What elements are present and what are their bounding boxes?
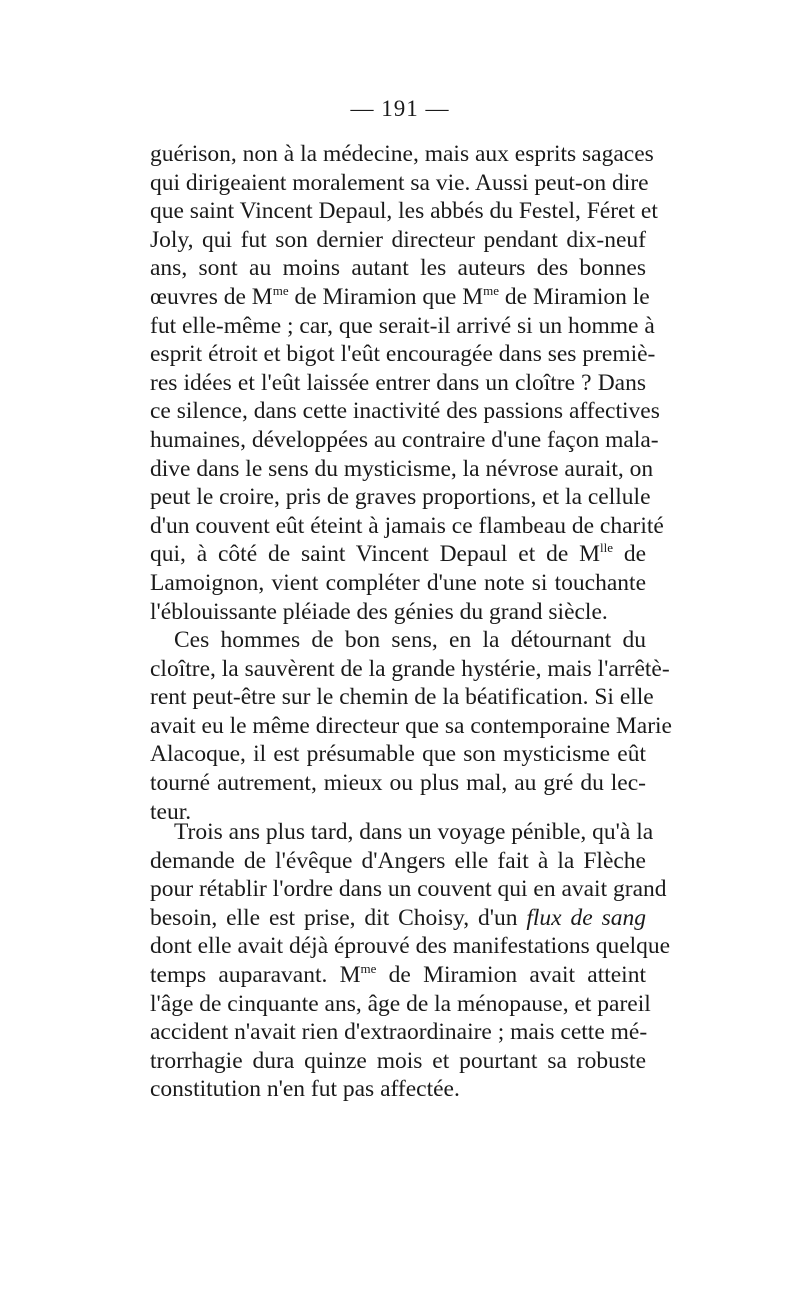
text-line: l'éblouissante pléiade des génies du grand siècle. [150,598,608,625]
text-line: que saint Vincent Depaul, les abbés du Festel, Féret et [150,198,658,225]
text-line: d'un couvent eût éteint à jamais ce flambeau de charité [150,512,664,539]
superscript: lle [599,540,613,556]
text-line: avait eu le même directeur que sa contemporaine Marie [150,712,672,739]
paragraph [150,626,672,826]
superscript: me [272,282,289,298]
text-line: dive dans le sens du mysticisme, la névrose aurait, on [150,455,654,482]
text-line [150,282,650,312]
text-line: trorrhagie dura quinze mois et pourtant sa robuste [150,1047,646,1074]
text-run: qui, à côté de saint Vincent Depaul et de M [150,541,600,568]
paragraph [150,818,671,1104]
text-line: Lamoignon, vient compléter d'une note si touchante [150,569,646,596]
text-line: pour rétablir l'ordre dans un couvent qui en avait grand [150,876,667,903]
text-line: ce silence, dans cette inactivité des passions affectives [150,398,660,425]
text-run: besoin, elle est prise, dit Choisy, d'un [150,904,527,931]
text-run: de Miramion le [498,283,650,310]
text-line: Ces hommes de bon sens, en la détournant du [174,627,646,654]
superscript: me [483,282,499,298]
text-line: rent peut-être sur le chemin de la béatification. Si elle [150,684,654,711]
italic-phrase: flux de sang [526,904,646,931]
text-line: teur. [150,798,192,825]
paragraph [150,140,664,626]
text-line: Joly, qui fut son dernier directeur pendant dix-neuf [150,226,646,253]
text-line: constitution n'en fut pas affectée. [150,1076,460,1103]
text-run: de [612,541,646,568]
text-line: Alacoque, il est présumable que son mysticisme eût [150,741,646,768]
text-line: Trois ans plus tard, dans un voyage pénible, qu'à la [174,819,654,845]
text-line: res idées et l'eût laissée entrer dans un cloître ? Dans [150,369,646,396]
text-line: ans, sont au moins autant les auteurs des bonnes [150,255,646,282]
text-line: qui dirigeaient moralement sa vie. Aussi peut-on dire [150,169,649,196]
text-line: fut elle-même ; car, que serait-il arrivé si un homme à [150,312,655,339]
text-block-secondary [150,818,671,1104]
text-line: peut le croire, pris de graves proportions, et la cellule [150,484,651,511]
page-number: — 191 — [350,96,450,121]
text-line [150,904,646,933]
text-line [150,961,646,990]
text-line: guérison, non à la médecine, mais aux esprits sagaces [150,141,654,167]
text-block-main [150,140,672,826]
text-line: cloître, la sauvèrent de la grande hystérie, mais l'arrêtè- [150,655,670,682]
text-run: de Miramion que M [288,283,484,310]
text-line: humaines, développées au contraire d'une façon mala- [150,426,659,453]
text-line: esprit étroit et bigot l'eût encouragée dans ses premiè- [150,341,656,368]
text-line: tourné autrement, mieux ou plus mal, au gré du lec- [150,770,646,797]
text-line: demande de l'évêque d'Angers elle fait à la Flèche [150,847,646,874]
text-line: accident n'avait rien d'extraordinaire ; mais cette mé- [150,1019,648,1046]
text-line: l'âge de cinquante ans, âge de la ménopause, et pareil [150,990,651,1017]
text-line: dont elle avait déjà éprouvé des manifestations quelque [150,933,671,960]
text-run: de Miramion avait atteint [376,961,646,988]
text-run: œuvres de M [150,283,273,310]
superscript: me [360,960,377,976]
text-run: temps auparavant. M [150,961,361,988]
text-line [150,540,646,569]
